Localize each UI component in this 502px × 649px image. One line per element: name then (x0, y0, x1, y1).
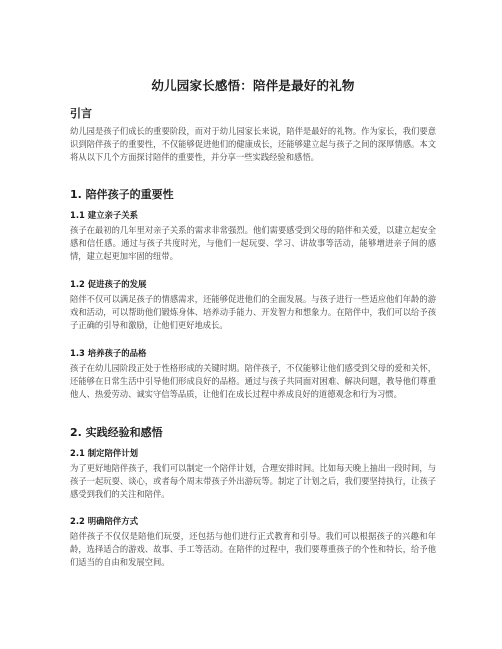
section-2-2-heading: 2.2 明确陪伴方式 (70, 516, 139, 526)
section-1-2-heading: 1.2 促进孩子的发展 (70, 279, 147, 289)
section-2-2-paragraph: 陪伴孩子不仅仅是陪他们玩耍，还包括与他们进行正式教育和引导。我们可以根据孩子的兴趣和年龄，选择适合的游戏、故事、手工等活动。在陪伴的过程中，我们要尊重孩子的个性和特长，给予他们适当的自由和发展空间。 (70, 531, 436, 568)
intro-paragraph: 幼儿园是孩子们成长的重要阶段，而对于幼儿园家长来说，陪伴是最好的礼物。作为家长，我们要意识到陪伴孩子的重要性，不仅能够促进他们的健康成长，还能够建立起与孩子之间的深厚情感。本文将从以下几个方面探讨陪伴的重要性，并分享一些实践经验和感悟。 (70, 126, 436, 163)
section-1-1-heading: 1.1 建立亲子关系 (70, 210, 139, 220)
section-2-heading: 2. 实践经验和感悟 (70, 426, 163, 439)
section-2-1-heading: 2.1 制定陪伴计划 (70, 448, 139, 458)
section-1-heading: 1. 陪伴孩子的重要性 (70, 188, 174, 201)
section-1-3-heading: 1.3 培养孩子的品格 (70, 348, 147, 358)
section-1-3-paragraph: 孩子在幼儿园阶段正处于性格形成的关键时期。陪伴孩子，不仅能够让他们感受到父母的爱和关怀，还能够在日常生活中引导他们形成良好的品格。通过与孩子共同面对困难、解决问题，教导他们尊重他人、热爱劳动、诚实守信等品质，让他们在成长过程中养成良好的道德观念和行为习惯。 (70, 363, 436, 400)
section-1-2-paragraph: 陪伴不仅可以满足孩子的情感需求，还能够促进他们的全面发展。与孩子进行一些适应他们年龄的游戏和活动，可以帮助他们锻炼身体、培养动手能力、开发智力和想象力。在陪伴中，我们可以给予孩子正确的引导和激励，让他们更好地成长。 (70, 294, 436, 331)
intro-heading: 引言 (70, 107, 92, 120)
document-title: 幼儿园家长感悟：陪伴是最好的礼物 (151, 78, 355, 93)
section-2-1-paragraph: 为了更好地陪伴孩子，我们可以制定一个陪伴计划，合理安排时间。比如每天晚上抽出一段时间，与孩子一起玩耍、谈心，或者每个周末带孩子外出游玩等。制定了计划之后，我们要坚持执行，让孩子感受到我们的关注和陪伴。 (70, 463, 436, 500)
section-1-1-paragraph: 孩子在最初的几年里对亲子关系的需求非常强烈。他们需要感受到父母的陪伴和关爱，以建立起安全感和信任感。通过与孩子共度时光，与他们一起玩耍、学习、讲故事等活动，能够增进亲子间的感情，建立起更加牢固的纽带。 (70, 225, 436, 262)
